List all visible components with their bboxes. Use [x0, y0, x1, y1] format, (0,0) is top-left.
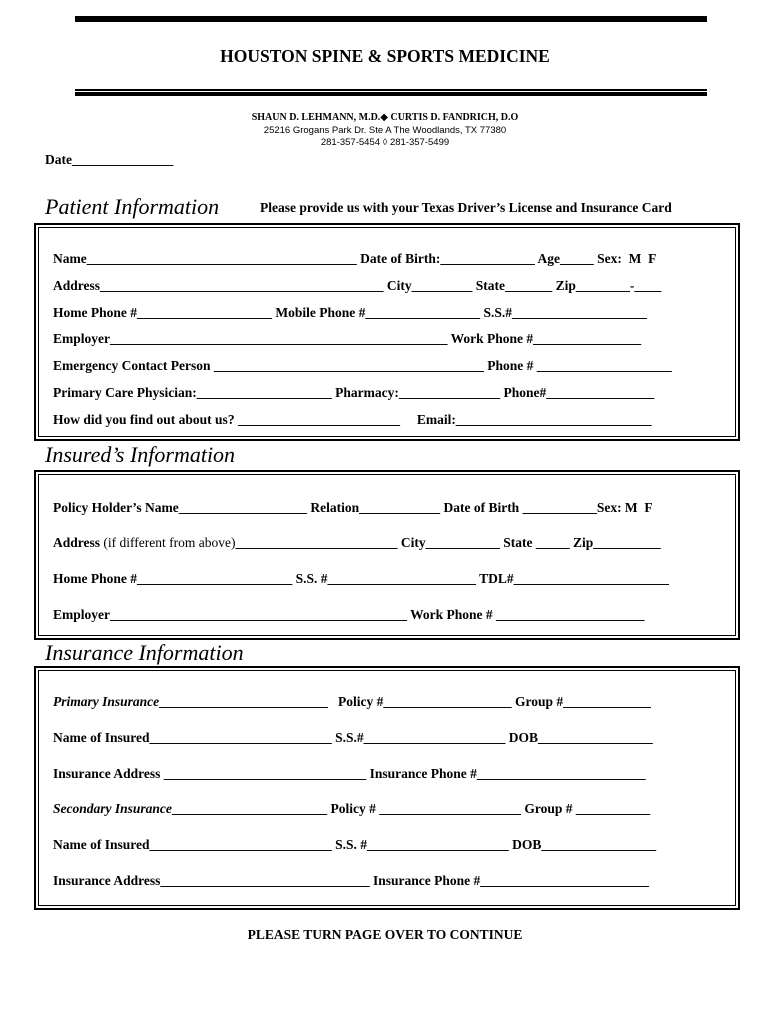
insured-section-title: Insured’s Information: [45, 442, 236, 467]
patient-name-row[interactable]: Name________________________________________ Date of Birth:______________ Age_____ Sex: M F: [53, 251, 657, 266]
primary-insurance-label: Primary Insurance: [53, 694, 160, 709]
insured-address-label: Address: [53, 535, 101, 550]
patient-employer-row[interactable]: Employer__________________________________________________ Work Phone #________________: [53, 331, 642, 346]
practice-title: HOUSTON SPINE & SPORTS MEDICINE: [220, 46, 550, 66]
insured-employer-row[interactable]: Employer____________________________________________ Work Phone # ______________________: [53, 607, 645, 622]
patient-address-row[interactable]: Address__________________________________________ City_________ State_______ Zip________-____: [53, 278, 662, 293]
policy-holder-row[interactable]: Policy Holder’s Name___________________ Relation____________ Date of Birth ___________Sex: M F: [53, 500, 653, 515]
doctors-line: SHAUN D. LEHMANN, M.D.◆ CURTIS D. FANDRICH, D.O: [251, 112, 519, 123]
insured-phone-row[interactable]: Home Phone #_______________________ S.S. #______________________ TDL#_______________________: [53, 571, 669, 586]
secondary-insurance-label: Secondary Insurance: [53, 801, 172, 816]
practice-address: 25216 Grogans Park Dr. Ste A The Woodlands, TX 77380: [263, 125, 507, 136]
primary-insured-name-row[interactable]: Name of Insured___________________________ S.S.#_____________________ DOB_________________: [53, 730, 653, 745]
secondary-insured-name-row[interactable]: Name of Insured___________________________ S.S. #_____________________ DOB_________________: [53, 837, 657, 852]
insured-address-note: (if different from above): [103, 535, 236, 550]
secondary-insurance-rest: _______________________ Policy # _____________________ Group # ___________: [171, 801, 651, 816]
header-rule-thin: [75, 89, 707, 91]
physician-row[interactable]: Primary Care Physician:____________________ Pharmacy:_______________ Phone#________________: [53, 385, 655, 400]
patient-section-title: Patient Information: [45, 194, 220, 219]
primary-insurance-address-row[interactable]: Insurance Address ______________________________ Insurance Phone #_________________________: [53, 766, 646, 781]
insured-address-row[interactable]: [53, 535, 661, 551]
emergency-contact-row[interactable]: Emergency Contact Person ________________________________________ Phone # ____________________: [53, 358, 672, 373]
license-note: Please provide us with your Texas Driver’s License and Insurance Card: [260, 200, 672, 215]
date-field[interactable]: Date_______________: [45, 152, 174, 167]
insurance-section-title: Insurance Information: [45, 640, 244, 665]
primary-insurance-rest: _________________________ Policy #___________________ Group #_____________: [159, 694, 651, 709]
primary-insurance-row[interactable]: [53, 694, 651, 710]
secondary-insurance-row[interactable]: [53, 801, 650, 817]
header-rule-thick: [75, 92, 707, 96]
referral-email-row[interactable]: How did you find out about us? ________________________ Email:_____________________________: [53, 412, 652, 427]
practice-phones: 281-357-5454 ◊ 281-357-5499: [320, 137, 450, 148]
top-rule: [75, 16, 707, 22]
insured-address-rest: ________________________ City___________ State _____ Zip__________: [235, 535, 661, 550]
patient-phone-row[interactable]: Home Phone #____________________ Mobile Phone #_________________ S.S.#____________________: [53, 305, 648, 320]
turn-page-note: PLEASE TURN PAGE OVER TO CONTINUE: [247, 927, 523, 942]
secondary-insurance-address-row[interactable]: Insurance Address_______________________________ Insurance Phone #_________________________: [53, 873, 650, 888]
